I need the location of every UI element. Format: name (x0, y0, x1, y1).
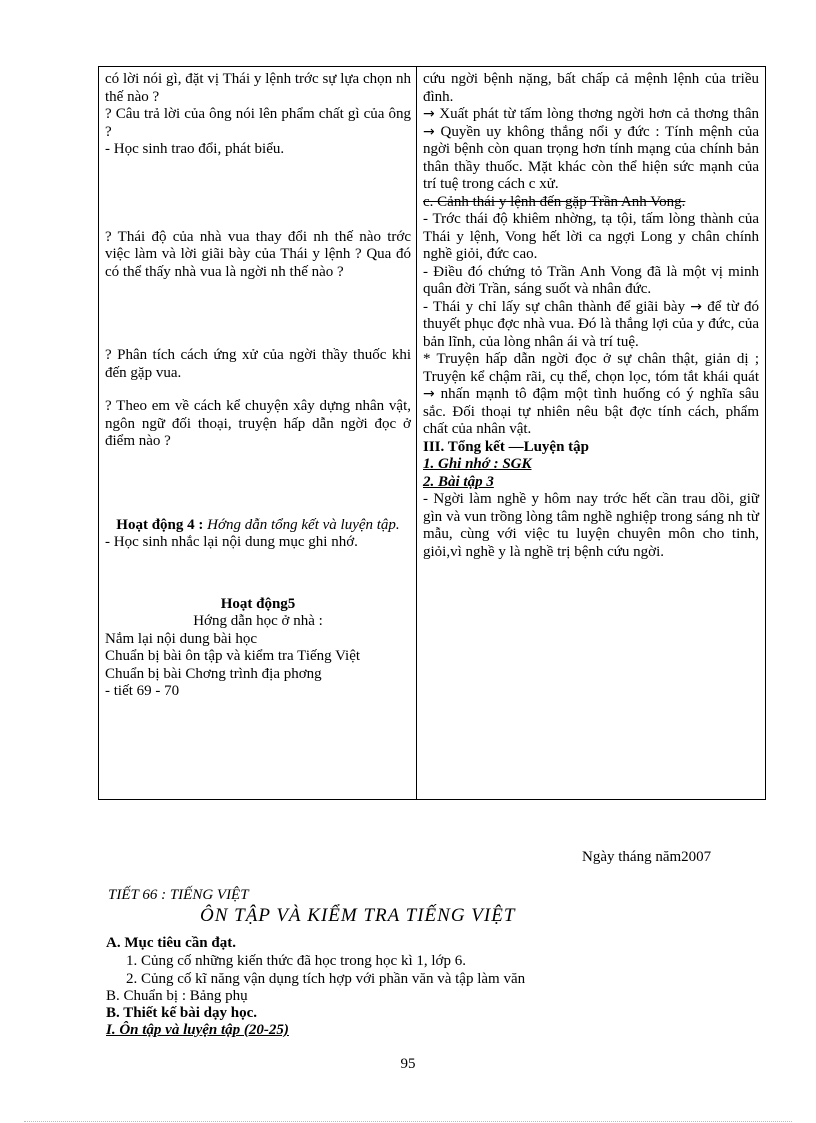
date-line: Ngày tháng năm2007 (582, 849, 712, 865)
question-text: có lời nói gì, đặt vị Thái y lệnh trớc sự lựa chọn nh thế nào ? (105, 71, 411, 105)
subsection-heading: c. Cảnh thái y lệnh đến gặp Trần Anh Vong. (423, 193, 686, 210)
question-text: ? Theo em về cách kể chuyện xây dựng nhân vật, ngôn ngữ đối thoại, truyện hấp dẫn ngời đọc ở điểm nào ? (105, 398, 411, 449)
page-title: ÔN TẬP VÀ KIỂM TRA TIẾNG VIỆT (200, 905, 516, 926)
arrow-right-icon: → (690, 298, 702, 315)
content-text: - Thái y chỉ lấy sự chân thành để giãi bày → để từ đó thuyết phục đợc nhà vua. Đó là thắng lợi của y đức, của bản lĩnh, của lòng nhân ái và trí tuệ. (423, 298, 760, 350)
content-text: → Xuất phát từ tấm lòng thơng ngời hơn cả thơng thân → Quyền uy không thắng nổi y đức : Tính mệnh của ngời bệnh còn quan trọng hơn tính mạng của chính bản thân thầy thuốc. Mặt khác còn thể hiện sức mạnh của trí tuệ trong cách c xử. (423, 106, 760, 192)
activity-4-title: Hớng dẫn tổng kết và luyện tập. (207, 516, 400, 533)
section-b-heading: B. Thiết kế bài dạy học. (106, 1005, 258, 1021)
question-text: ? Câu trả lời của ông nói lên phẩm chất gì của ông ? (105, 106, 411, 140)
footer-divider (24, 1121, 792, 1122)
content-text: cứu ngời bệnh nặng, bất chấp cả mệnh lệnh của triều đình. (423, 71, 759, 105)
subsection-heading: 1. Ghi nhớ : SGK (423, 456, 532, 472)
activity-5-heading: Hoạt động5 (220, 595, 296, 612)
content-text: * Truyện hấp dẫn ngời đọc ở sự chân thật, giản dị ; Truyện kể chậm rãi, cụ thể, chọn lọc, tóm tắt khái quát → nhấn mạnh tô đậm một tình huống có ý nghĩa sâu sắc. Đối thoại tự nhiên nêu bật đợc tính cách, phẩm chất của nhân vật. (423, 351, 759, 437)
student-activity: - Học sinh trao đổi, phát biểu. (105, 141, 285, 157)
page-number: 95 (400, 1056, 416, 1072)
homework-item: Chuẩn bị bài ôn tập và kiểm tra Tiếng Việt (105, 648, 361, 664)
question-text: ? Phân tích cách ứng xử của ngời thầy thuốc khi đến gặp vua. (105, 347, 411, 381)
question-text: ? Thái độ của nhà vua thay đổi nh thế nào trớc việc làm và lời giãi bày của Thái y lệnh ? Qua đó có thể thấy nhà vua là ngời nh thế nào ? (105, 228, 411, 280)
content-text: - Trớc thái độ khiêm nhờng, tạ tội, tấm lòng thành của Thái y lệnh, Vong hết lời ca ngợi Long y chân chính nghề giỏi, đức cao. (423, 211, 759, 262)
homework-item: Nắm lại nội dung bài học (105, 630, 258, 647)
arrow-right-icon: → (423, 106, 435, 122)
objective-item: 1. Củng cố những kiến thức đã học trong học kì 1, lớp 6. (126, 953, 466, 969)
homework-item: Chuẩn bị bài Chơng trình địa phơng (105, 665, 322, 682)
arrow-right-icon: → (423, 386, 435, 402)
teacher-activity-column (105, 71, 411, 701)
section-heading: III. Tổng kết —Luyện tập (423, 438, 590, 455)
activity-4-heading (105, 517, 411, 535)
arrow-right-icon: → (423, 123, 435, 140)
section-i-heading: I. Ôn tập và luyện tập (20-25) (106, 1022, 289, 1038)
homework-item: - tiết 69 - 70 (105, 683, 180, 699)
objective-item: 2. Củng cố kĩ năng vận dụng tích hợp với phần văn và tập làm văn (126, 971, 526, 987)
content-text: - Ngời làm nghề y hôm nay trớc hết cần trau dồi, giữ gìn và vun trồng lòng tâm nghề nghiệp trong sáng nh từ mẫu, cùng với việc tu luyện chuyên môn cho tinh, giỏi,vì nghề y là nghề trị bệnh cứu ngời. (423, 491, 759, 560)
lesson-label: TIẾT 66 : TIẾNG VIỆT (108, 887, 249, 903)
activity-5-subtitle: Hớng dẫn học ở nhà : (193, 613, 323, 629)
column-divider (416, 67, 417, 799)
lesson-table (98, 66, 766, 800)
content-text: - Điều đó chứng tỏ Trần Anh Vong đã là một vị minh quân đời Trần, sáng suốt và nhân đức. (423, 263, 759, 297)
student-activity: - Học sinh nhắc lại nội dung mục ghi nhớ. (105, 534, 358, 550)
subsection-heading: 2. Bài tập 3 (423, 473, 494, 490)
activity-4-label: Hoạt động 4 : (116, 516, 204, 533)
section-a-heading: A. Mục tiêu cần đạt. (106, 935, 236, 951)
preparation-line: B. Chuẩn bị : Bảng phụ (106, 988, 248, 1004)
content-column (423, 71, 759, 561)
